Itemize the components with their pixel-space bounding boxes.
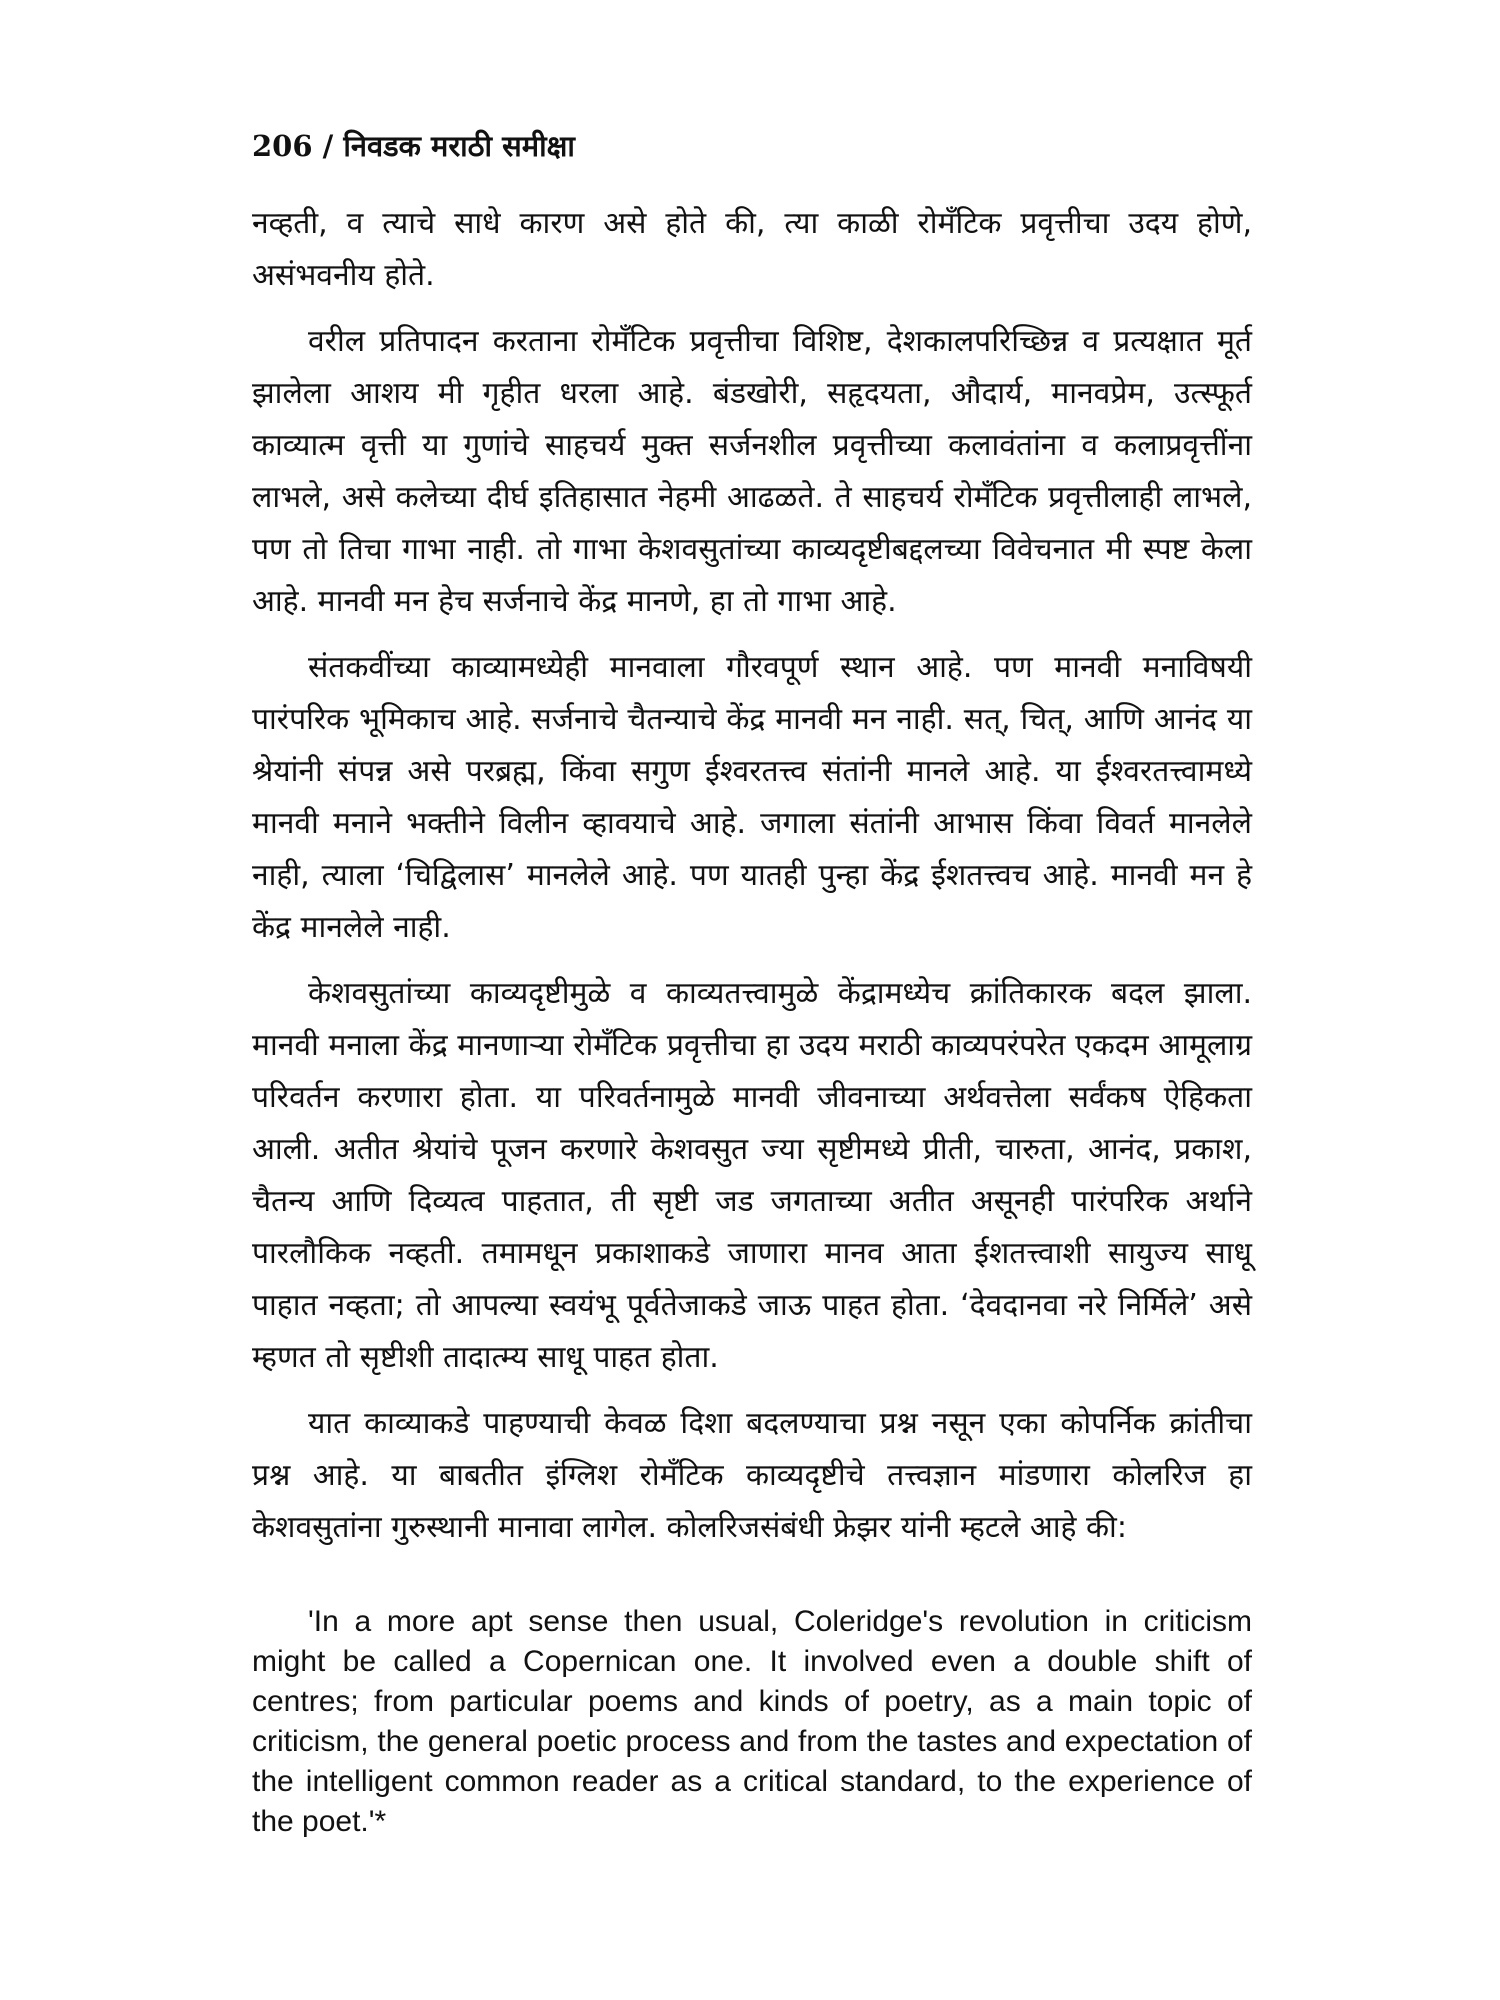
english-quotation: 'In a more apt sense then usual, Coleridge's revolution in criticism might be called a Copernican one. It involved even a double shift of centres; from particular poems and kinds of poetry, as a main topic of criticism, the general poetic process and from the tastes and expectation of the intelligent common reader as a critical standard, to the experience of the poet.'* (252, 1605, 1252, 1838)
header-separator: / (322, 129, 334, 163)
paragraph-keshavsut-revolution: केशवसुतांच्या काव्यदृष्टीमुळे व काव्यतत्त्वामुळे केंद्रामध्येच क्रांतिकारक बदल झाला. मानवी मनाला केंद्र मानणाऱ्या रोमँटिक प्रवृत्तीचा हा उदय मराठी काव्यपरंपरेत एकदम आमूलाग्र परिवर्तन करणारा होता. या परिवर्तनामुळे मानवी जीवनाच्या अर्थवत्तेला सर्वंकष ऐहिकता आली. अतीत श्रेयांचे पूजन करणारे केशवसुत ज्या सृष्टीमध्ये प्रीती, चारुता, आनंद, प्रकाश, चैतन्य आणि दिव्यत्व पाहतात, ती सृष्टी जड जगताच्या अतीत असूनही पारंपरिक अर्थाने पारलौकिक नव्हती. तमामधून प्रकाशाकडे जाणारा मानव आता ईशतत्त्वाशी सायुज्य साधू पाहात नव्हता; तो आपल्या स्वयंभू पूर्वतेजाकडे जाऊ पाहत होता. ‘देवदानवा नरे निर्मिले’ असे म्हणत तो सृष्टीशी तादात्म्य साधू पाहत होता. (252, 976, 1252, 1375)
body-text (252, 198, 1252, 1568)
page-number: 206 (252, 129, 313, 163)
paragraph-copernican: यात काव्याकडे पाहण्याची केवळ दिशा बदलण्याचा प्रश्न नसून एका कोपर्निक क्रांतीचा प्रश्न आहे. या बाबतीत इंग्लिश रोमँटिक काव्यदृष्टीचे तत्त्वज्ञान मांडणारा कोलरिज हा केशवसुतांना गुरुस्थानी मानावा लागेल. कोलरिजसंबंधी फ्रेझर यांनी म्हटले आहे की: (252, 1406, 1252, 1545)
running-header (252, 126, 575, 166)
book-title: निवडक मराठी समीक्षा (343, 129, 575, 163)
paragraph-saint-poets: संतकवींच्या काव्यामध्येही मानवाला गौरवपूर्ण स्थान आहे. पण मानवी मनाविषयी पारंपरिक भूमिकाच आहे. सर्जनाचे चैतन्याचे केंद्र मानवी मन नाही. सत्, चित्, आणि आनंद या श्रेयांनी संपन्न असे परब्रह्म, किंवा सगुण ईश्वरतत्त्व संतांनी मानले आहे. या ईश्वरतत्त्वामध्ये मानवी मनाने भक्तीने विलीन व्हावयाचे आहे. जगाला संतांनी आभास किंवा विवर्त मानलेले नाही, त्याला ‘चिद्विलास’ मानलेले आहे. पण यातही पुन्हा केंद्र ईशतत्त्वच आहे. मानवी मन हे केंद्र मानलेले नाही. (252, 650, 1252, 945)
paragraph-romantic-essence: वरील प्रतिपादन करताना रोमँटिक प्रवृत्तीचा विशिष्ट, देशकालपरिच्छिन्न व प्रत्यक्षात मूर्त झालेला आशय मी गृहीत धरला आहे. बंडखोरी, सहृदयता, औदार्य, मानवप्रेम, उत्स्फूर्त काव्यात्म वृत्ती या गुणांचे साहचर्य मुक्त सर्जनशील प्रवृत्तीच्या कलावंतांना व कलाप्रवृत्तींना लाभले, असे कलेच्या दीर्घ इतिहासात नेहमी आढळते. ते साहचर्य रोमँटिक प्रवृत्तीलाही लाभले, पण तो तिचा गाभा नाही. तो गाभा केशवसुतांच्या काव्यदृष्टीबद्दलच्या विवेचनात मी स्पष्ट केला आहे. मानवी मन हेच सर्जनाचे केंद्र मानणे, हा तो गाभा आहे. (252, 324, 1252, 619)
paragraph-continued: नव्हती, व त्याचे साधे कारण असे होते की, त्या काळी रोमँटिक प्रवृत्तीचा उदय होणे, असंभवनीय होते. (252, 206, 1252, 293)
